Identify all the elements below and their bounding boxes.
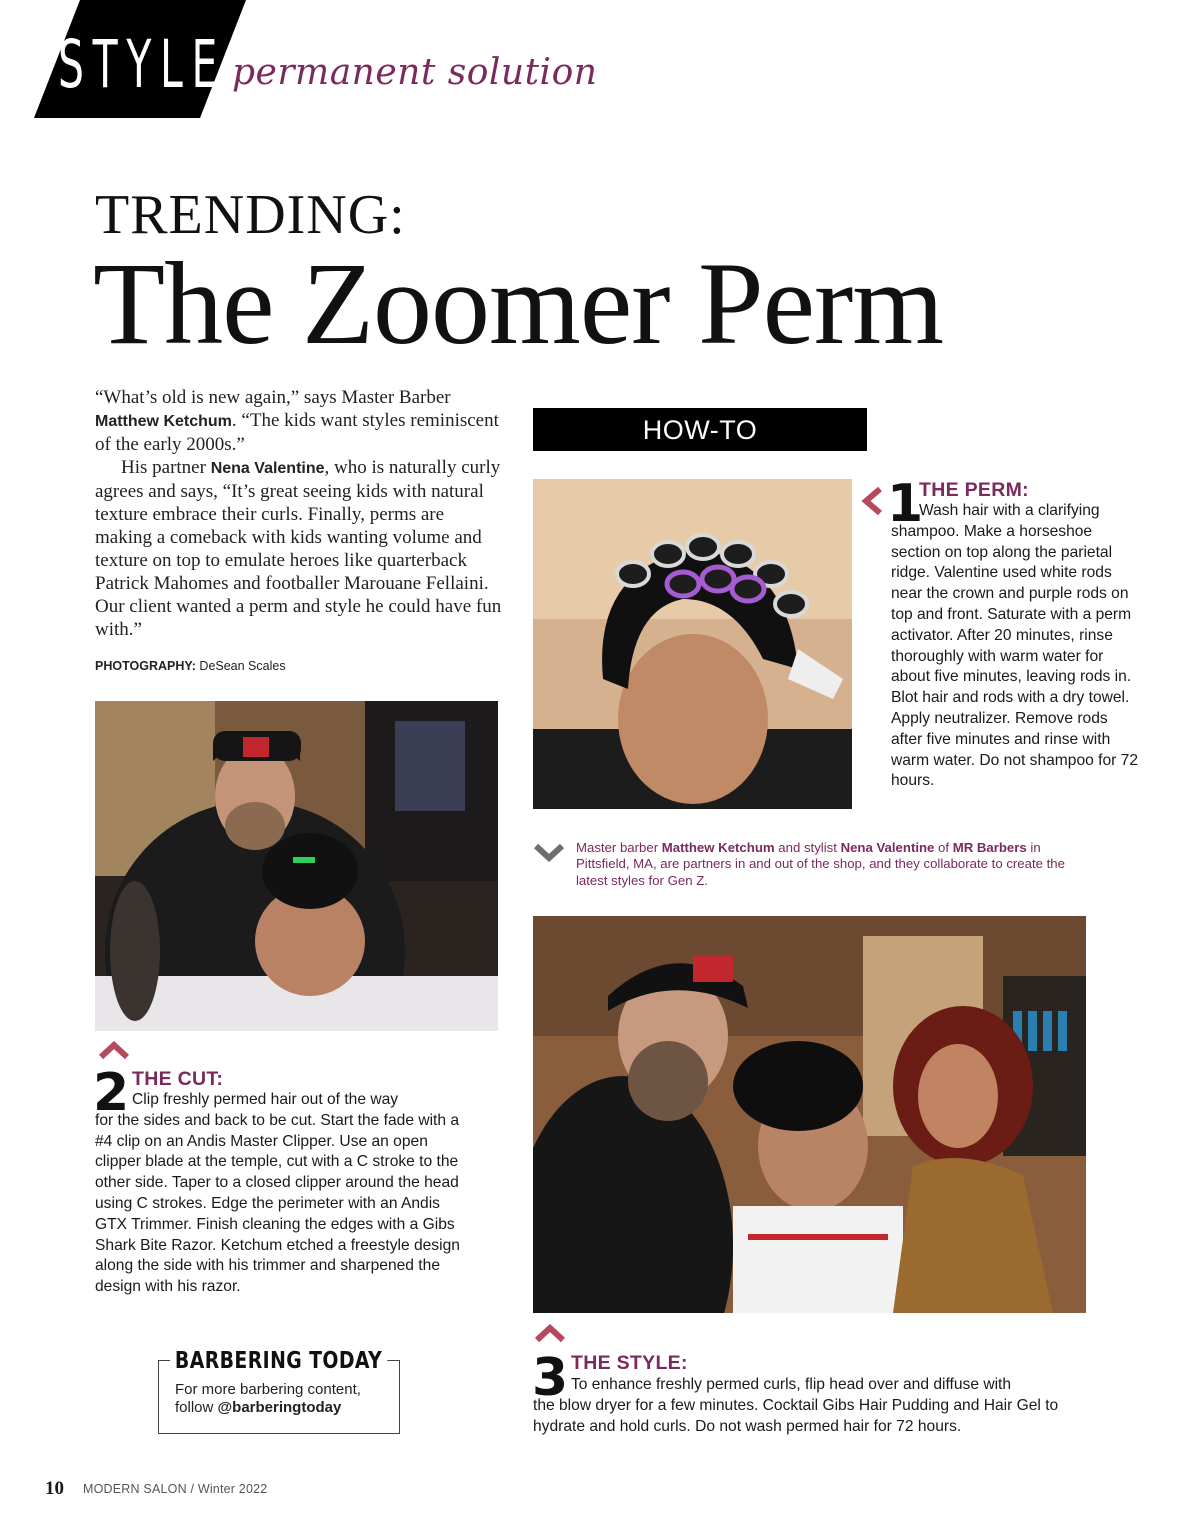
photo-perm-rods <box>533 479 852 809</box>
step-text: To enhance freshly permed curls, flip head over and diffuse with the blow dryer for a few minutes. Cocktail Gibs Hair Pudding and Hair Gel to hydrate and hold curls. Do not wash permed hair for 72 hours. <box>533 1376 1059 1435</box>
name-nena-valentine: Nena Valentine <box>210 460 325 477</box>
chevron-left-icon <box>860 486 884 516</box>
article-title: The Zoomer Perm <box>93 238 944 369</box>
chevron-down-icon <box>533 842 565 862</box>
photo-haircut <box>95 701 498 1031</box>
page-number: 10 <box>45 1478 64 1499</box>
step-number: 2 <box>93 1063 130 1123</box>
chevron-up-icon <box>98 1041 130 1061</box>
promo-text: For more barbering content, follow @barberingtoday <box>175 1381 361 1416</box>
howto-header: HOW-TO <box>533 408 867 451</box>
social-handle-link[interactable]: @barberingtoday <box>217 1399 342 1416</box>
article-kicker: TRENDING: <box>95 184 406 246</box>
step-text: Clip freshly permed hair out of the way for the sides and back to be cut. Start the fade with a #4 clip on an Andis Master Clipper. Use an open clipper blade at the temple, cut with a C stroke to the other side. Taper to a closed clipper around the head using C strokes. Edge the perimeter with an Andis GTX Trimmer. Finish cleaning the edges with a Gibs Shark Bite Razor. Ketchum etched a freestyle design along the side with his trimmer and sharpened the design with his razor. <box>95 1091 460 1296</box>
step-title: THE PERM: <box>919 479 1029 501</box>
photo-caption: Master barber Matthew Ketchum and stylist Nena Valentine of MR Barbers in Pittsfield, MA, are partners in and out of the shop, and they collaborate to create the latest styles for Gen Z. <box>576 840 1065 888</box>
chevron-up-icon <box>534 1324 566 1344</box>
publication-info: MODERN SALON / Winter 2022 <box>83 1482 268 1496</box>
section-name: STYLE <box>58 26 227 103</box>
photo-credit: PHOTOGRAPHY: DeSean Scales <box>95 659 286 673</box>
section-subtitle: permanent solution <box>232 52 598 93</box>
step-title: THE CUT: <box>132 1068 224 1090</box>
step-number: 3 <box>532 1348 569 1408</box>
barbering-today-logo: BARBERING TODAY <box>170 1348 387 1374</box>
photo-final-style <box>533 916 1086 1313</box>
article-intro <box>95 386 505 641</box>
intro-paragraph-1: “What’s old is new again,” says Master Barber Matthew Ketchum. “The kids want styles reminiscent of the early 2000s.” <box>95 387 499 455</box>
name-matthew-ketchum: Matthew Ketchum <box>95 413 232 430</box>
step-text: Wash hair with a clarifying shampoo. Make a horseshoe section on top along the parietal ridge. Valentine used white rods near the crown and purple rods on top and front. Saturate with a perm activator. After 20 minutes, rinse thoroughly with warm water for about five minutes, leaving rods in. Blot hair and rods with a dry towel. Apply neutralizer. Remove rods after five minutes and rinse with warm water. Do not shampoo for 72 hours. <box>891 502 1139 790</box>
intro-paragraph-2: His partner Nena Valentine, who is naturally curly agrees and says, “It’s great seeing kids with natural texture embrace their curls. Finally, perms are making a comeback with kids wanting volume and texture on top to emulate heroes like quarterback Patrick Mahomes and footballer Marouane Fellaini. Our client wanted a perm and style he could have fun with.” <box>95 457 502 640</box>
step-title: THE STYLE: <box>571 1352 688 1374</box>
step-number: 1 <box>887 474 924 534</box>
